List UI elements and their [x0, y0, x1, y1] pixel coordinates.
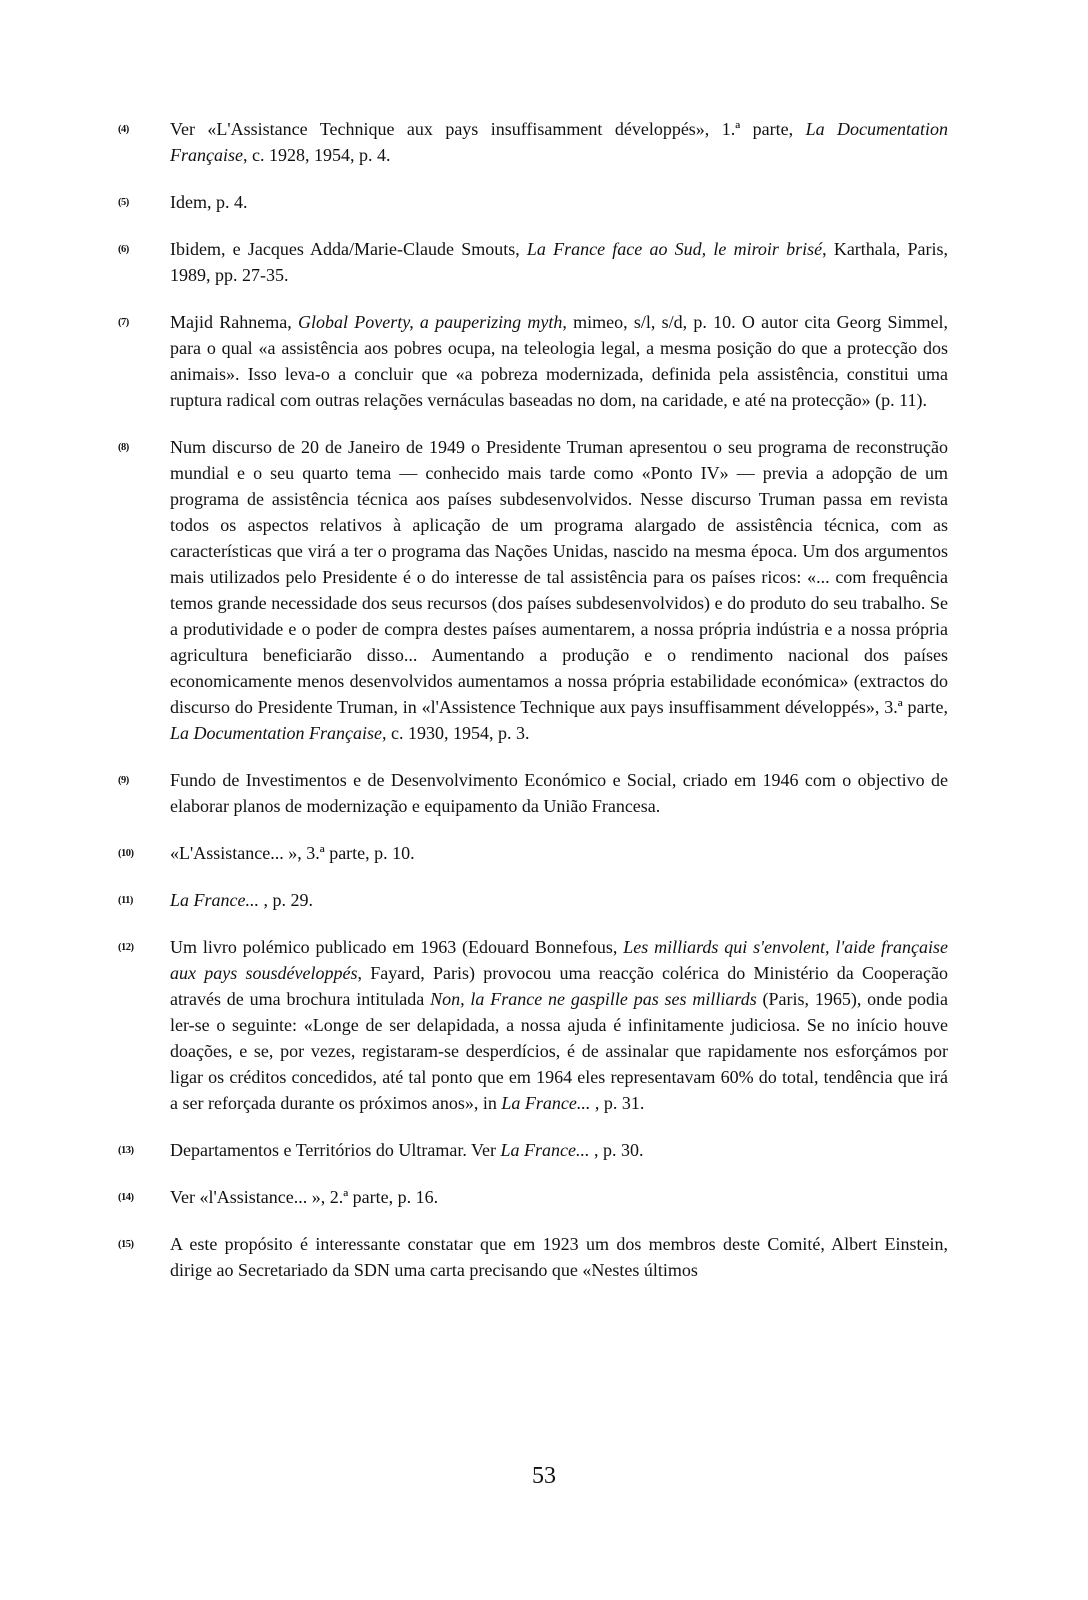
note-text: Fundo de Investimentos e de Desenvolvimento Económico e Social, criado em 1946 com o objectivo de elaborar planos de modernização e equipamento da União Francesa.: [170, 770, 948, 816]
footnote: [118, 189, 948, 215]
footnote: [118, 1231, 948, 1283]
note-text: , Karthala, Paris, 1989, pp. 27-35.: [170, 239, 948, 285]
footnote-marker: (13): [118, 1145, 134, 1156]
note-italic-text: Non, la France ne gaspille pas ses milliards: [430, 989, 757, 1009]
note-text: Num discurso de 20 de Janeiro de 1949 o Presidente Truman apresentou o seu programa de reconstrução mundial e o seu quarto tema — conhecido mais tarde como «Ponto IV» — previa a adopção de um programa de assistência técnica aos países subdesenvolvidos. Nesse discurso Truman passa em revista todos os aspectos relativos à aplicação de um programa alargado de assistência técnica, com as características que virá a ter o programa das Nações Unidas, nascido na mesma época. Um dos argumentos mais utilizados pelo Presidente é o do interesse de tal assistência para os países ricos: «... com frequência temos grande necessidade dos seus recursos (dos países subdesenvolvidos) e do produto do seu trabalho. Se a produtividade e o poder de compra destes países aumentarem, a nossa própria indústria e a nossa própria agricultura beneficiarão disso... Aumentando a produção e o rendimento nacional dos países economicamente menos desenvolvidos aumentamos a nossa própria estabilidade económica» (extractos do discurso do Presidente Truman, in «l'Assistence Technique aux pays insuffisamment développés», 3.ª parte,: [170, 437, 948, 717]
note-italic-text: La France...: [170, 890, 259, 910]
note-text: «L'Assistance... », 3.ª parte, p. 10.: [170, 843, 415, 863]
note-text: (Paris, 1965), onde podia ler-se o seguinte: «Longe de ser delapidada, a nossa ajuda é infinitamente judiciosa. Se no início houve doações, e se, por vezes, registaram-se desperdícios, é de assinalar que rapidamente nos esforçámos por ligar os créditos concedidos, até tal ponto que em 1964 eles representavam 60% do total, tendência que irá a ser reforçada durante os próximos anos», in: [170, 989, 948, 1113]
note-text: , mimeo, s/l, s/d, p. 10. O autor cita Georg Simmel, para o qual «a assistência aos pobres ocupa, na teleologia legal, a mesma posição do que a protecção dos animais». Isso leva-o a concluir que «a pobreza modernizada, definida pela assistência, constitui uma ruptura radical com outras relações vernáculas baseadas no dom, na caridade, e até na protecção» (p. 11).: [170, 312, 948, 410]
note-text: , p. 29.: [259, 890, 313, 910]
note-italic-text: Les milliards qui s'envolent, l'aide française aux pays sousdéveloppés: [170, 937, 948, 983]
note-text: Ibidem, e Jacques Adda/Marie-Claude Smouts,: [170, 239, 527, 259]
footnote: [118, 840, 948, 866]
note-text: , Fayard, Paris) provocou uma reacção colérica do Ministério da Cooperação através de uma brochura intitulada: [170, 963, 948, 1009]
footnote: [118, 934, 948, 1116]
note-text: Ver «l'Assistance... », 2.ª parte, p. 16.: [170, 1187, 439, 1207]
note-text: Ver «L'Assistance Technique aux pays insuffisamment développés», 1.ª parte,: [170, 119, 806, 139]
note-italic-text: La France...: [501, 1093, 591, 1113]
footnotes-list: [118, 116, 948, 1283]
footnote: [118, 236, 948, 288]
footnote: [118, 116, 948, 168]
footnote-marker: (14): [118, 1192, 134, 1203]
page-number: 53: [532, 1463, 556, 1489]
footnote-marker: (12): [118, 942, 134, 953]
footnote-marker: (8): [118, 442, 129, 453]
footnote: [118, 434, 948, 746]
footnote: [118, 887, 948, 913]
footnote: [118, 309, 948, 413]
note-italic-text: La Documentation Française: [170, 119, 948, 165]
note-text: A este propósito é interessante constatar que em 1923 um dos membros deste Comité, Albert Einstein, dirige ao Secretariado da SDN uma carta precisando que «Nestes últimos: [170, 1234, 948, 1280]
note-italic-text: La France...: [500, 1140, 590, 1160]
note-text: Majid Rahnema,: [170, 312, 298, 332]
footnote-marker: (4): [118, 124, 129, 135]
footnote-marker: (9): [118, 775, 129, 786]
note-text: Idem, p. 4.: [170, 192, 248, 212]
footnote: [118, 1184, 948, 1210]
footnote-marker: (11): [118, 895, 133, 906]
footnote-marker: (10): [118, 848, 134, 859]
footnote-marker: (7): [118, 317, 129, 328]
note-italic-text: La France face ao Sud, le miroir brisé: [526, 239, 823, 259]
note-text: , p. 30.: [589, 1140, 644, 1160]
footnote: [118, 1137, 948, 1163]
note-text: Um livro polémico publicado em 1963 (Edouard Bonnefous,: [170, 937, 624, 957]
note-italic-text: La Documentation Française: [170, 723, 382, 743]
note-italic-text: Global Poverty, a pauperizing myth: [297, 312, 563, 332]
footnote-marker: (6): [118, 244, 129, 255]
note-text: , c. 1928, 1954, p. 4.: [242, 145, 391, 165]
footnote: [118, 767, 948, 819]
note-text: , p. 31.: [590, 1093, 645, 1113]
footnote-marker: (5): [118, 197, 129, 208]
note-text: Departamentos e Territórios do Ultramar. Ver: [170, 1140, 501, 1160]
footnote-marker: (15): [118, 1239, 134, 1250]
note-text: , c. 1930, 1954, p. 3.: [381, 723, 530, 743]
